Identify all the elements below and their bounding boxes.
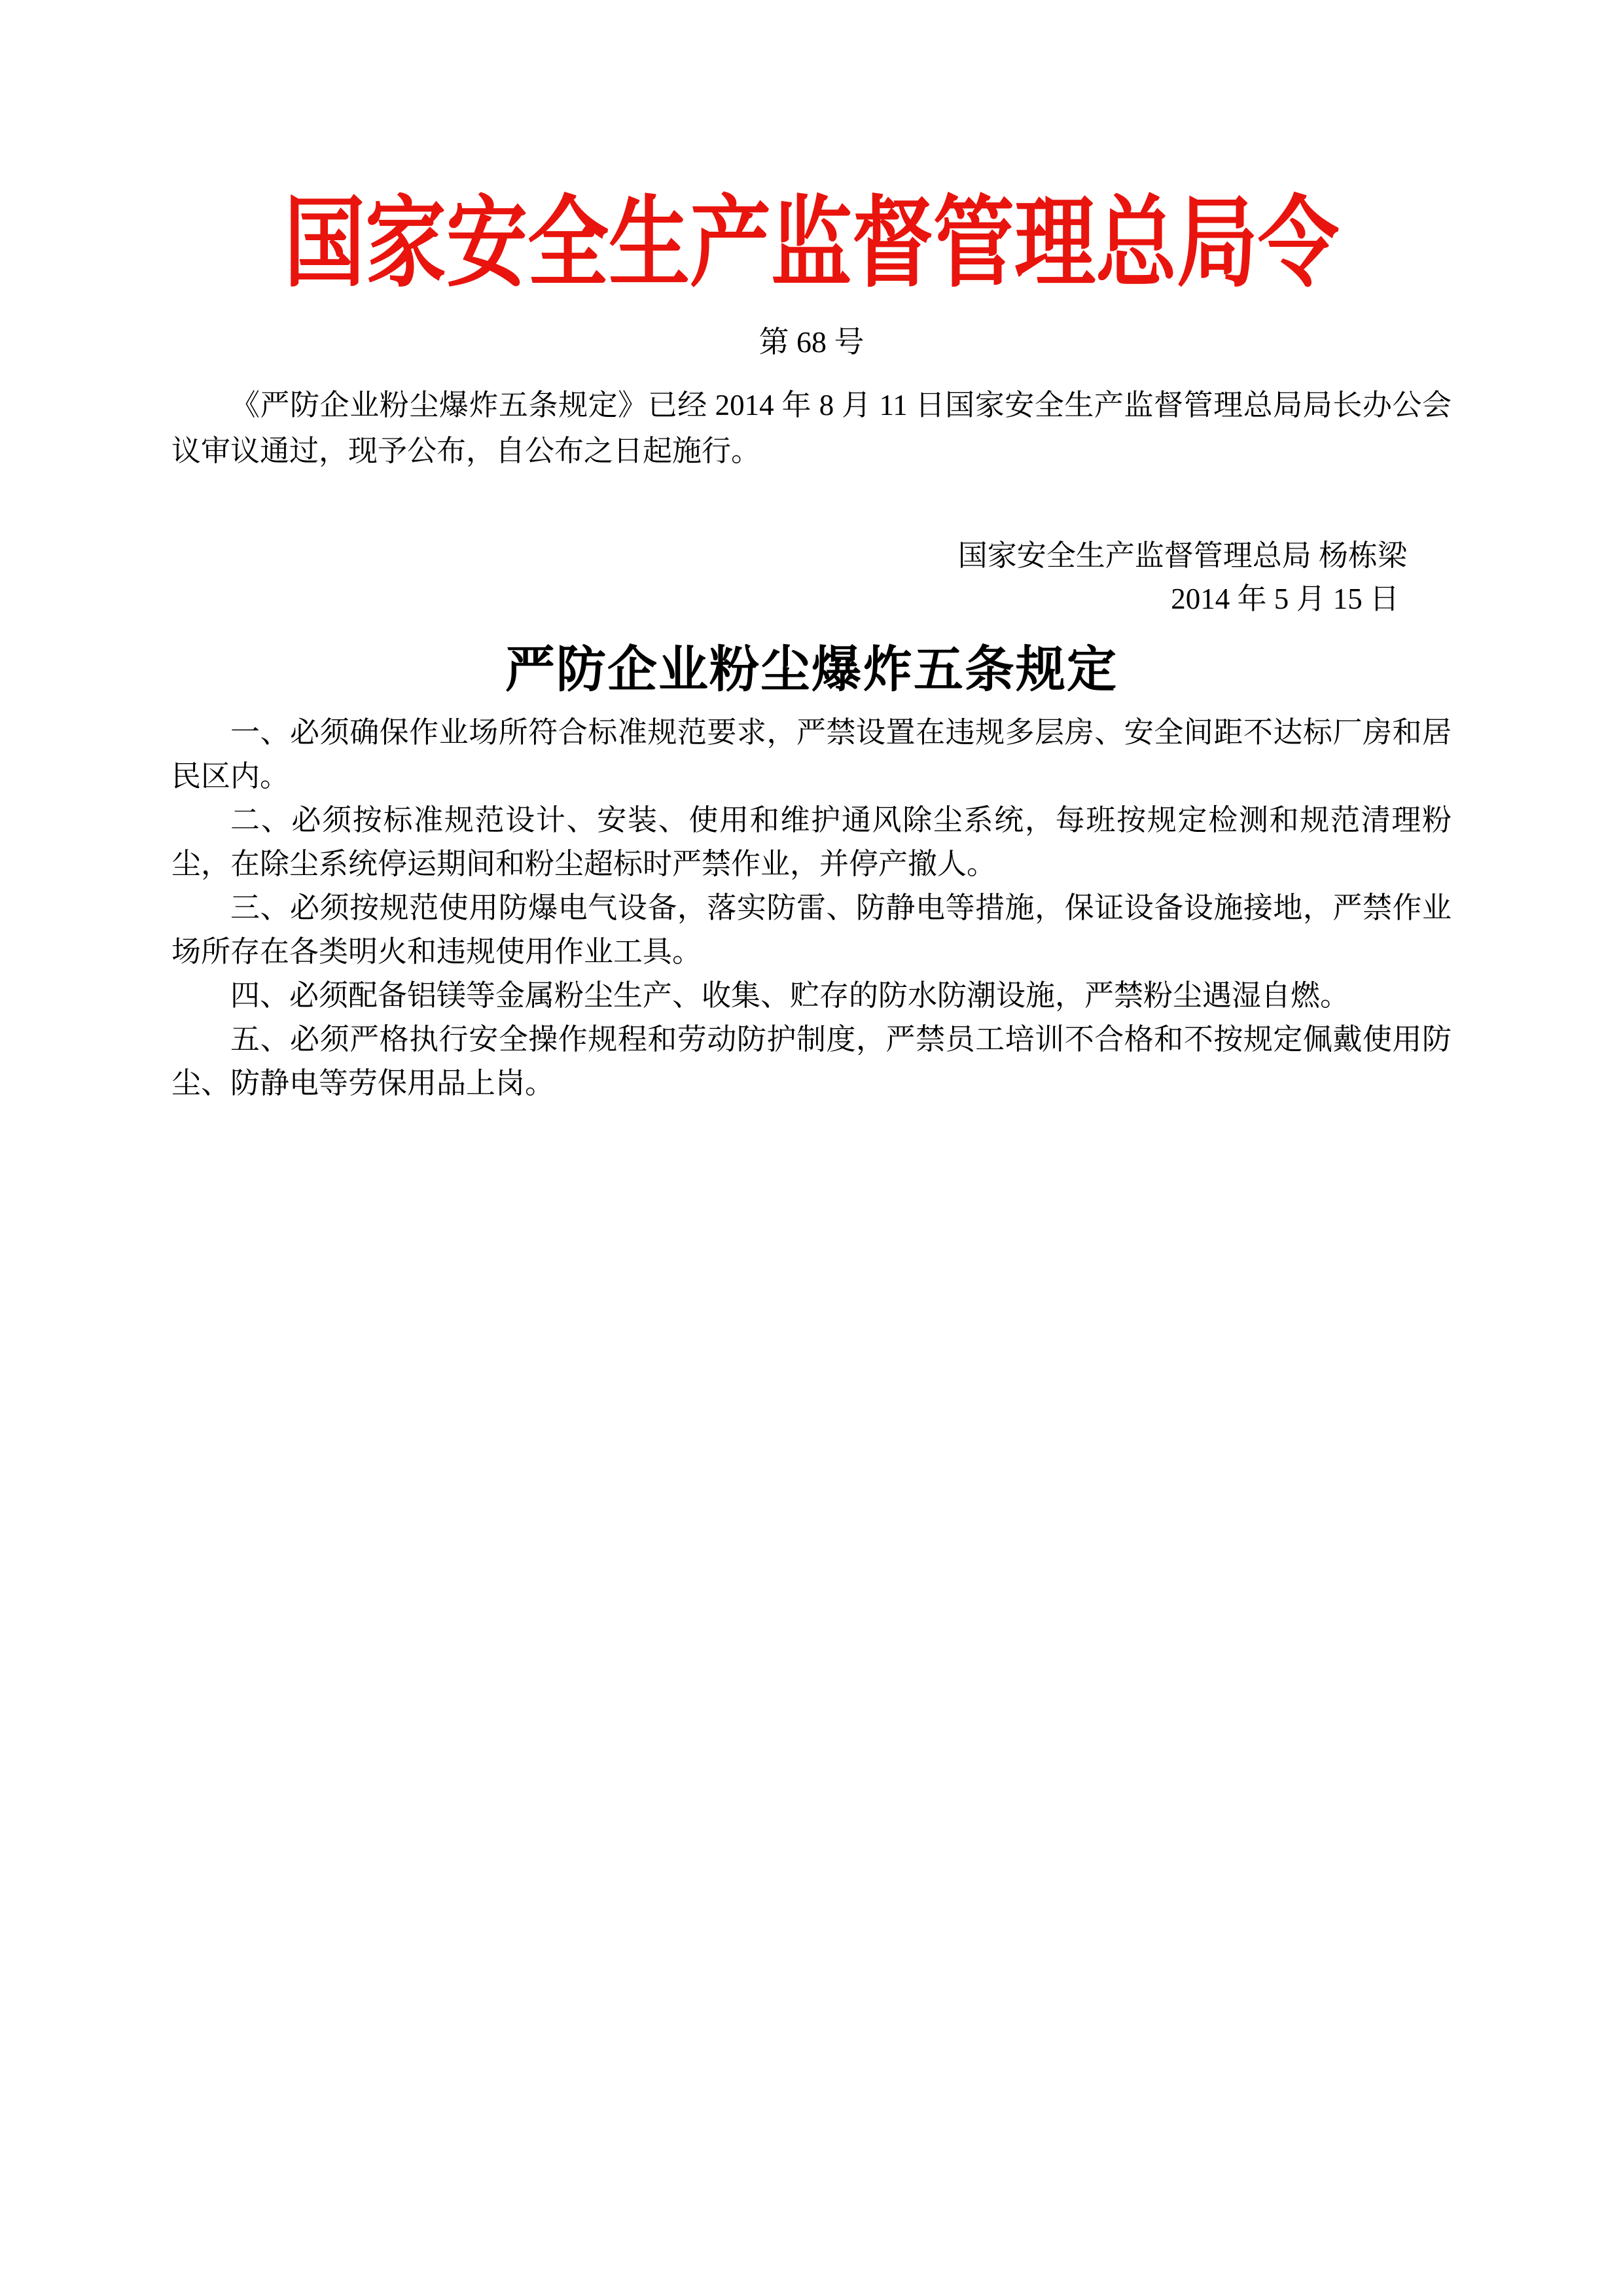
regulation-items xyxy=(171,711,1452,1105)
signature-signer: 国家安全生产监督管理总局 杨栋梁 xyxy=(957,539,1407,572)
preamble-paragraph: 《严防企业粉尘爆炸五条规定》已经 2014 年 8 月 11 日国家安全生产监督管理总局局长办公会议审议通过，现予公布，自公布之日起施行。 xyxy=(171,389,1452,467)
regulation-title: 严防企业粉尘爆炸五条规定 xyxy=(505,642,1118,698)
regulation-item-5: 五、必须严格执行安全操作规程和劳动防护制度，严禁员工培训不合格和不按规定佩戴使用防尘、防静电等劳保用品上岗。 xyxy=(171,1023,1452,1100)
document-content xyxy=(0,185,1623,1105)
regulation-item-1: 一、必须确保作业场所符合标准规范要求，严禁设置在违规多层房、安全间距不达标厂房和居民区内。 xyxy=(171,716,1452,793)
regulation-item-3: 三、必须按规范使用防爆电气设备，落实防雷、防静电等措施，保证设备设施接地，严禁作业场所存在各类明火和违规使用作业工具。 xyxy=(171,891,1452,968)
signature-date: 2014 年 5 月 15 日 xyxy=(1171,583,1399,615)
regulation-item-2: 二、必须按标准规范设计、安装、使用和维护通风除尘系统，每班按规定检测和规范清理粉尘，在除尘系统停运期间和粉尘超标时严禁作业，并停产撤人。 xyxy=(171,804,1452,880)
order-number: 第 68 号 xyxy=(758,325,865,359)
regulation-item-4: 四、必须配备铝镁等金属粉尘生产、收集、贮存的防水防潮设施，严禁粉尘遇湿自燃。 xyxy=(230,979,1350,1012)
signature-block xyxy=(171,534,1452,620)
agency-masthead-title: 国家安全生产监督管理总局令 xyxy=(283,189,1339,299)
